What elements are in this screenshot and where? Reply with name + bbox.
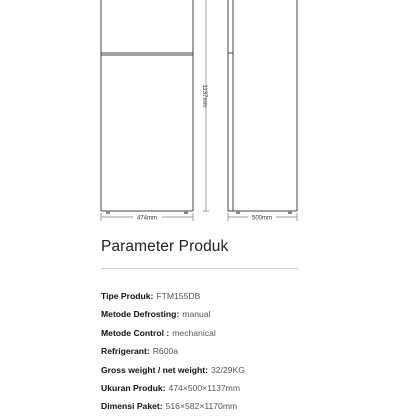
spec-label: Refrigerant: (101, 346, 150, 357)
spec-list (101, 287, 245, 416)
spec-label: Tipe Produk: (101, 291, 154, 301)
spec-row-control (101, 324, 245, 342)
spec-row-defrosting (101, 305, 245, 323)
spec-value: mechanical (172, 327, 216, 338)
spec-label: Metode Defrosting: (101, 309, 180, 320)
spec-label: Gross weight / net weight: (101, 364, 208, 375)
fridge-side-view (228, 0, 297, 211)
spec-label: Dimensi Paket: (101, 401, 163, 412)
spec-row-weight (101, 361, 245, 379)
spec-row-refrigerant (101, 342, 245, 360)
spec-row-product-type (101, 287, 245, 305)
spec-value: 516×582×1170mm (165, 401, 238, 412)
height-dimension-label: 1137mm (201, 84, 207, 108)
spec-label: Metode Control : (101, 327, 170, 338)
side-depth-dimension-label: 500mm (251, 215, 273, 222)
front-width-dimension-label: 474mm (136, 215, 158, 222)
spec-value: 32/29KG (210, 364, 245, 375)
spec-row-product-size (101, 379, 245, 397)
title-divider (101, 268, 298, 269)
spec-value: 474×500×1137mm (168, 382, 240, 393)
section-title: Parameter Produk (101, 238, 229, 255)
spec-value: FTM155DB (156, 291, 201, 301)
spec-value: manual (182, 309, 211, 320)
fridge-front-view (101, 0, 193, 211)
spec-value: R600a (152, 346, 179, 357)
spec-label: Ukuran Produk: (101, 382, 166, 393)
